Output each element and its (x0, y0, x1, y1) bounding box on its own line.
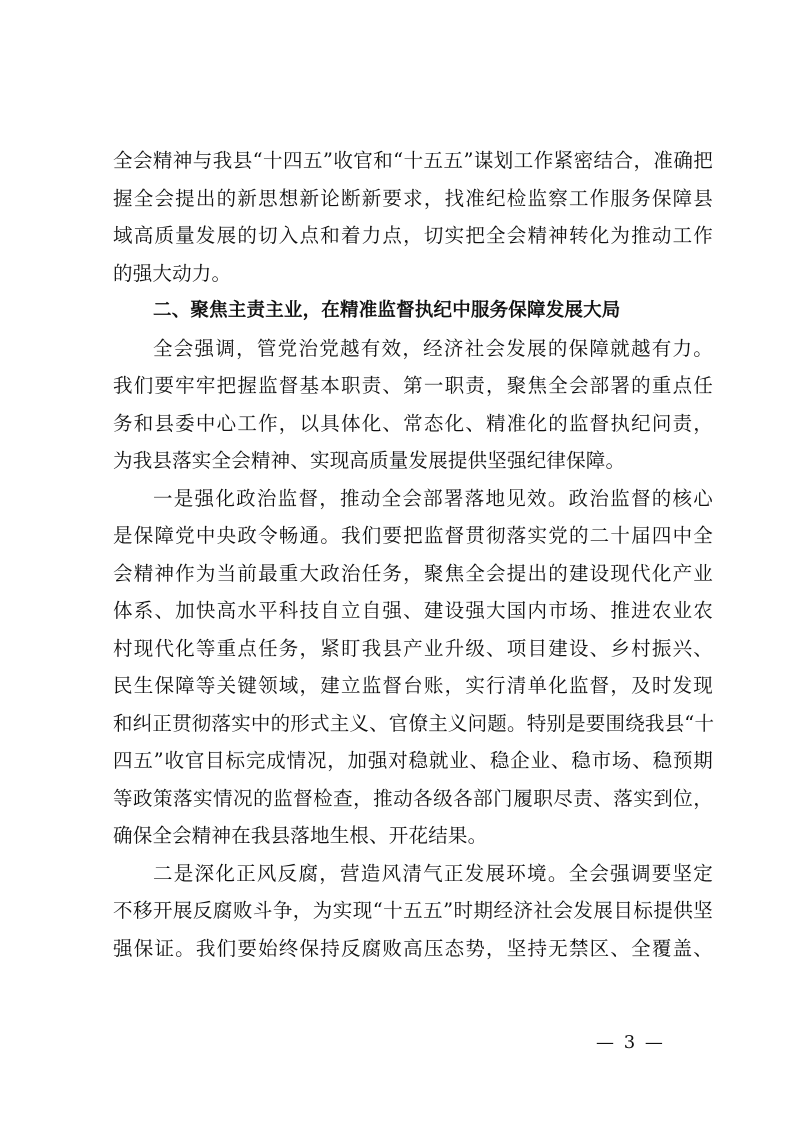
paragraph-line: 为我县落实全会精神、实现高质量发展提供坚强纪律保障。 (113, 449, 626, 472)
paragraph-line: 不移开展反腐败斗争，为实现“十五五”时期经济社会发展目标提供坚 (113, 899, 713, 922)
paragraph-line: 二是深化正风反腐，营造风清气正发展环境。全会强调要坚定 (153, 861, 713, 885)
section-heading: 二、聚焦主责主业，在精准监督执纪中服务保障发展大局 (153, 300, 621, 321)
paragraph-line: 和纠正贯彻落实中的形式主义、官僚主义问题。特别是要围绕我县“十 (113, 711, 715, 735)
paragraph-line: 确保全会精神在我县落地生根、开花结果。 (113, 824, 488, 847)
paragraph-line: 全会精神与我县“十四五”收官和“十五五”谋划工作紧密结合，准确把 (113, 149, 713, 172)
paragraph-line: 会精神作为当前最重大政治任务，聚焦全会提出的建设现代化产业 (113, 561, 713, 585)
paragraph-line: 村现代化等重点任务，紧盯我县产业升级、项目建设、乡村振兴、 (113, 636, 713, 660)
paragraph-line: 我们要牢牢把握监督基本职责、第一职责，聚焦全会部署的重点任 (113, 374, 713, 397)
paragraph-line: 四五”收官目标完成情况，加强对稳就业、稳企业、稳市场、稳预期 (113, 749, 713, 772)
paragraph-line: 民生保障等关键领域，建立监督台账，实行清单化监督，及时发现 (113, 674, 713, 697)
paragraph-line: 一是强化政治监督，推动全会部署落地见效。政治监督的核心 (153, 486, 713, 510)
body-text (113, 142, 713, 967)
paragraph-line: 全会强调，管党治党越有效，经济社会发展的保障就越有力。 (153, 336, 713, 360)
paragraph-line: 域高质量发展的切入点和着力点，切实把全会精神转化为推动工作 (113, 224, 713, 247)
paragraph-line: 是保障党中央政令畅通。我们要把监督贯彻落实党的二十届四中全 (113, 524, 713, 547)
paragraph-line: 的强大动力。 (113, 261, 232, 285)
paragraph-line: 体系、加快高水平科技自立自强、建设强大国内市场、推进农业农 (113, 599, 713, 622)
paragraph-line: 务和县委中心工作，以具体化、常态化、精准化的监督执纪问责， (113, 411, 713, 435)
paragraph-line: 握全会提出的新思想新论断新要求，找准纪检监察工作服务保障县 (113, 186, 713, 210)
paragraph-line: 等政策落实情况的监督检查，推动各级各部门履职尽责、落实到位， (113, 786, 713, 810)
page-number: — 3 — (596, 1032, 665, 1053)
paragraph-line: 强保证。我们要始终保持反腐败高压态势，坚持无禁区、全覆盖、 (113, 936, 713, 960)
